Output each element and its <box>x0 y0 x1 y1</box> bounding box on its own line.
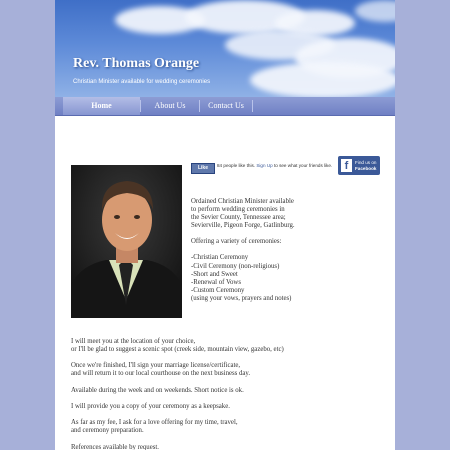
facebook-icon: f <box>341 159 352 172</box>
service-details <box>71 338 391 450</box>
facebook-like-widget <box>191 163 332 174</box>
details-line: and ceremony preparation. <box>71 427 144 435</box>
details-line: Once we're finished, I'll sign your marriage license/certificate, <box>71 362 241 370</box>
find-us-on-facebook-badge[interactable] <box>338 156 380 175</box>
facebook-like-button[interactable] <box>191 163 215 174</box>
header-banner <box>55 0 395 97</box>
details-line: or I'll be glad to suggest a scenic spot (creek side, mountain view, gazebo, etc) <box>71 346 284 354</box>
details-paragraph <box>71 419 391 435</box>
details-paragraph <box>71 444 391 450</box>
details-line: Available during the week and on weekends. Short notice is ok. <box>71 386 244 394</box>
bio-intro-line: Ordained Christian Minister available <box>191 198 294 205</box>
details-paragraph <box>71 338 391 354</box>
ceremony-item: (using your vows, prayers and notes) <box>191 294 292 302</box>
details-line: and will return it to our local courthouse on the next business day. <box>71 370 251 378</box>
ceremony-item: -Civil Ceremony (non-religious) <box>191 262 280 270</box>
nav-home[interactable]: Home <box>63 97 140 115</box>
facebook-signup-link[interactable]: Sign Up <box>256 163 273 168</box>
ceremony-item: -Christian Ceremony <box>191 254 249 262</box>
bio-intro <box>191 198 391 230</box>
ceremony-item: -Short and Sweet <box>191 270 238 278</box>
nav-contact-us[interactable]: Contact Us <box>208 101 244 110</box>
details-paragraph <box>71 362 391 378</box>
facebook-like-suffix: to see what your friends like. <box>273 163 333 168</box>
page-container <box>55 0 395 450</box>
facebook-like-count: 84 people like this. <box>217 163 256 168</box>
facebook-badge-line1: Find us on <box>355 159 377 165</box>
main-nav <box>55 97 395 116</box>
details-paragraph <box>71 403 391 411</box>
bio-intro-line: Sevierville, Pigeon Forge, Gatlinburg. <box>191 222 295 230</box>
bio-intro-line: to perform wedding ceremonies in <box>191 206 285 214</box>
facebook-badge-text <box>355 160 376 171</box>
details-line: I will meet you at the location of your choice, <box>71 338 196 345</box>
offering-heading: Offering a variety of ceremonies: <box>191 238 282 246</box>
nav-about-us[interactable]: About Us <box>154 101 186 110</box>
details-line: I will provide you a copy of your ceremony as a keepsake. <box>71 403 230 411</box>
site-title: Rev. Thomas Orange <box>73 56 200 71</box>
nav-divider <box>252 100 253 112</box>
facebook-like-label: Like <box>197 165 208 171</box>
details-line: As far as my fee, I ask for a love offering for my time, travel, <box>71 419 238 427</box>
minister-photo <box>71 165 182 318</box>
minister-bio <box>191 198 391 311</box>
details-paragraph <box>71 387 391 395</box>
ceremony-list <box>191 254 391 303</box>
details-line: References available by request. <box>71 443 159 450</box>
facebook-like-text <box>217 163 332 169</box>
ceremony-item: -Renewal of Vows <box>191 278 241 286</box>
bio-intro-line: the Sevier County, Tennessee area; <box>191 214 286 222</box>
facebook-badge-line2: Facebook <box>355 165 377 171</box>
site-subtitle: Christian Minister available for wedding ceremonies <box>73 79 211 85</box>
ceremony-item: -Custom Ceremony <box>191 286 245 294</box>
